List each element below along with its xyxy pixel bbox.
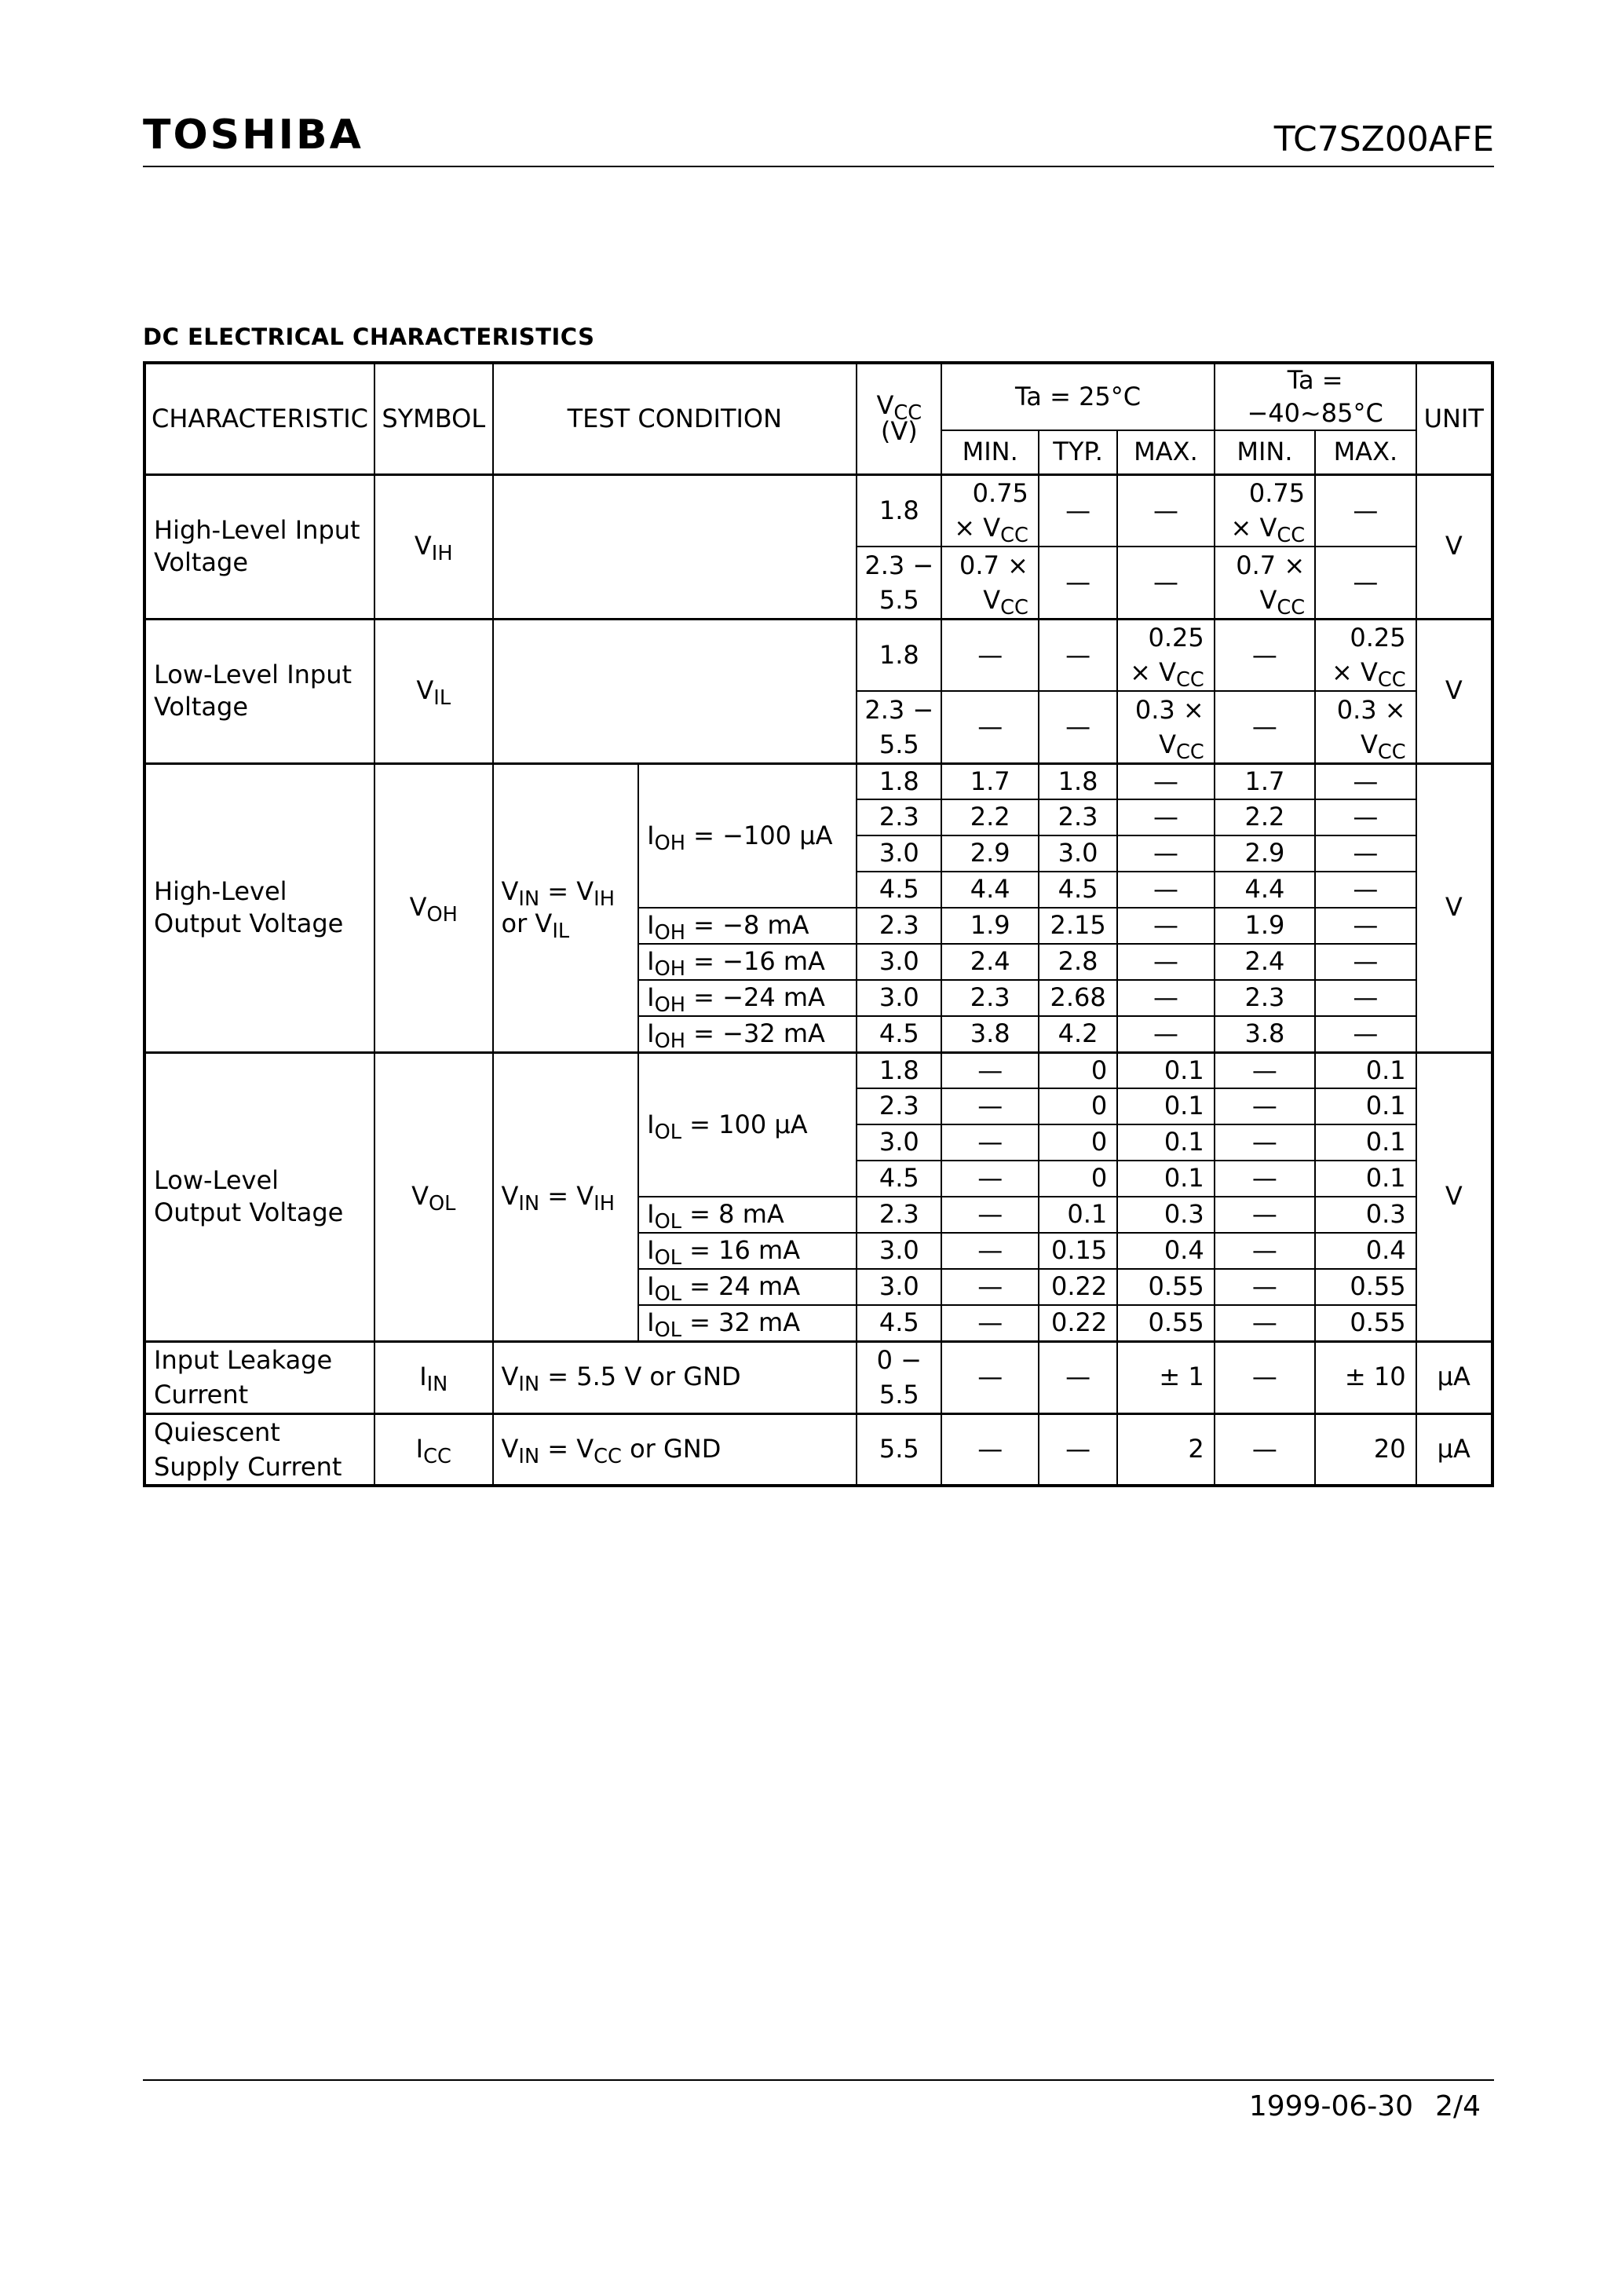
max25-cell: —	[1117, 908, 1214, 944]
maxr-cell: 0.3 × $V_{CC}$	[1315, 691, 1416, 763]
typ25-cell: 4.5	[1039, 872, 1117, 908]
minr-cell: —	[1215, 1124, 1315, 1161]
maxr-cell: 0.3	[1315, 1197, 1416, 1233]
footer-page: 2/4	[1435, 2090, 1481, 2122]
min25-cell: 2.2	[941, 799, 1038, 835]
max25-cell: 0.3 × $V_{CC}$	[1117, 691, 1214, 763]
io-condition: $I_{OH} = -100$ μA	[638, 763, 857, 908]
condition-vih	[493, 474, 857, 619]
characteristic-vih: High-Level Input Voltage	[144, 474, 374, 619]
symbol-voh: $V_{OH}$	[374, 763, 493, 1052]
min25-cell: 2.9	[941, 835, 1038, 872]
vcc-cell: 0 − 5.5	[857, 1341, 941, 1413]
maxr-cell: 20	[1315, 1413, 1416, 1486]
maxr-cell: ± 10	[1315, 1341, 1416, 1413]
typ25-cell: —	[1039, 1341, 1117, 1413]
typ25-cell: 3.0	[1039, 835, 1117, 872]
min25-cell: —	[941, 691, 1038, 763]
vcc-cell: 1.8	[857, 1052, 941, 1088]
characteristic-vol: Low-Level Output Voltage	[144, 1052, 374, 1341]
max25-cell: —	[1117, 1016, 1214, 1052]
min25-cell: 1.9	[941, 908, 1038, 944]
vcc-cell: 2.3	[857, 1197, 941, 1233]
vcc-cell: 4.5	[857, 1305, 941, 1341]
io-condition: $I_{OL} = 8$ mA	[638, 1197, 857, 1233]
header-max-range: MAX.	[1315, 430, 1416, 474]
min25-cell: 0.75 × $V_{CC}$	[941, 474, 1038, 547]
vcc-cell: 2.3	[857, 1088, 941, 1124]
typ25-cell: 0.22	[1039, 1305, 1117, 1341]
minr-cell: 1.7	[1215, 763, 1315, 799]
typ25-cell: 0	[1039, 1052, 1117, 1088]
header-unit: UNIT	[1416, 363, 1492, 474]
typ25-cell: 0	[1039, 1161, 1117, 1197]
header-ta-range: Ta = −40~85°C	[1215, 363, 1416, 430]
maxr-cell: —	[1315, 547, 1416, 619]
min25-cell: 0.7 × $V_{CC}$	[941, 547, 1038, 619]
minr-cell: —	[1215, 1161, 1315, 1197]
minr-cell: —	[1215, 1052, 1315, 1088]
min25-cell: —	[941, 1233, 1038, 1269]
max25-cell: ± 1	[1117, 1341, 1214, 1413]
typ25-cell: —	[1039, 474, 1117, 547]
maxr-cell: 0.1	[1315, 1052, 1416, 1088]
minr-cell: 2.9	[1215, 835, 1315, 872]
vcc-cell: 2.3	[857, 908, 941, 944]
minr-cell: —	[1215, 1269, 1315, 1305]
io-condition: $I_{OL} = 32$ mA	[638, 1305, 857, 1341]
vcc-cell: 3.0	[857, 1233, 941, 1269]
characteristic-vil: Low-Level Input Voltage	[144, 619, 374, 763]
min25-cell: —	[941, 619, 1038, 691]
footer-date: 1999-06-30	[1248, 2090, 1414, 2122]
max25-cell: —	[1117, 980, 1214, 1016]
header-test-condition: TEST CONDITION	[493, 363, 857, 474]
minr-cell: 2.4	[1215, 944, 1315, 980]
typ25-cell: —	[1039, 547, 1117, 619]
footer	[1227, 2090, 1481, 2122]
min25-cell: —	[941, 1305, 1038, 1341]
vcc-cell: 2.3 − 5.5	[857, 547, 941, 619]
header-min-range: MIN.	[1215, 430, 1315, 474]
io-condition: $I_{OH} = -16$ mA	[638, 944, 857, 980]
characteristic-icc: Quiescent Supply Current	[144, 1413, 374, 1486]
max25-cell: 0.55	[1117, 1305, 1214, 1341]
typ25-cell: —	[1039, 691, 1117, 763]
typ25-cell: 0	[1039, 1124, 1117, 1161]
maxr-cell: —	[1315, 763, 1416, 799]
max25-cell: 0.3	[1117, 1197, 1214, 1233]
maxr-cell: —	[1315, 980, 1416, 1016]
max25-cell: 2	[1117, 1413, 1214, 1486]
max25-cell: —	[1117, 547, 1214, 619]
symbol-vih: $V_{IH}$	[374, 474, 493, 619]
min25-cell: —	[941, 1088, 1038, 1124]
footer-divider	[143, 2079, 1494, 2081]
minr-cell: —	[1215, 691, 1315, 763]
section-title: DC ELECTRICAL CHARACTERISTICS	[143, 324, 595, 350]
io-condition: $I_{OL} = 100$ μA	[638, 1052, 857, 1197]
vcc-cell: 1.8	[857, 619, 941, 691]
maxr-cell: —	[1315, 908, 1416, 944]
max25-cell: 0.1	[1117, 1124, 1214, 1161]
header-symbol: SYMBOL	[374, 363, 493, 474]
minr-cell: —	[1215, 619, 1315, 691]
vcc-cell: 3.0	[857, 1124, 941, 1161]
vcc-cell: 2.3	[857, 799, 941, 835]
io-condition: $I_{OL} = 16$ mA	[638, 1233, 857, 1269]
table-row	[144, 1341, 1492, 1413]
header-max-25: MAX.	[1117, 430, 1214, 474]
minr-cell: —	[1215, 1197, 1315, 1233]
maxr-cell: 0.55	[1315, 1269, 1416, 1305]
header-vcc: $V_{CC}$ (V)	[857, 363, 941, 474]
vcc-cell: 3.0	[857, 835, 941, 872]
condition-voh: $V_{IN} = V_{IH}$ or $V_{IL}$	[493, 763, 639, 1052]
vcc-cell: 2.3 − 5.5	[857, 691, 941, 763]
min25-cell: —	[941, 1341, 1038, 1413]
typ25-cell: 2.3	[1039, 799, 1117, 835]
maxr-cell: —	[1315, 872, 1416, 908]
part-number: TC7SZ00AFE	[1273, 119, 1494, 159]
minr-cell: —	[1215, 1088, 1315, 1124]
symbol-vil: $V_{IL}$	[374, 619, 493, 763]
typ25-cell: 4.2	[1039, 1016, 1117, 1052]
brand-logo: TOSHIBA	[143, 112, 363, 159]
condition-iin: $V_{IN} = 5.5$ V or GND	[493, 1341, 857, 1413]
min25-cell: —	[941, 1161, 1038, 1197]
table-row	[144, 763, 1492, 799]
header-min-25: MIN.	[941, 430, 1038, 474]
header-characteristic: CHARACTERISTIC	[144, 363, 374, 474]
characteristic-iin: Input Leakage Current	[144, 1341, 374, 1413]
max25-cell: 0.1	[1117, 1161, 1214, 1197]
min25-cell: 2.3	[941, 980, 1038, 1016]
max25-cell: —	[1117, 944, 1214, 980]
minr-cell: 2.3	[1215, 980, 1315, 1016]
unit-vil: V	[1416, 619, 1492, 763]
table-row	[144, 1052, 1492, 1088]
dc-characteristics-table	[143, 361, 1494, 1487]
vcc-cell: 3.0	[857, 980, 941, 1016]
vcc-cell: 4.5	[857, 1161, 941, 1197]
maxr-cell: 0.25 × $V_{CC}$	[1315, 619, 1416, 691]
vcc-cell: 1.8	[857, 763, 941, 799]
typ25-cell: 0.1	[1039, 1197, 1117, 1233]
condition-icc: $V_{IN} = V_{CC}$ or GND	[493, 1413, 857, 1486]
table-row	[144, 619, 1492, 691]
vcc-cell: 1.8	[857, 474, 941, 547]
maxr-cell: —	[1315, 944, 1416, 980]
max25-cell: 0.1	[1117, 1088, 1214, 1124]
maxr-cell: 0.1	[1315, 1088, 1416, 1124]
max25-cell: 0.1	[1117, 1052, 1214, 1088]
min25-cell: 2.4	[941, 944, 1038, 980]
min25-cell: —	[941, 1413, 1038, 1486]
minr-cell: —	[1215, 1233, 1315, 1269]
minr-cell: 2.2	[1215, 799, 1315, 835]
vcc-cell: 3.0	[857, 1269, 941, 1305]
typ25-cell: 2.15	[1039, 908, 1117, 944]
maxr-cell: 0.55	[1315, 1305, 1416, 1341]
typ25-cell: —	[1039, 1413, 1117, 1486]
min25-cell: —	[941, 1197, 1038, 1233]
minr-cell: 1.9	[1215, 908, 1315, 944]
vcc-cell: 4.5	[857, 872, 941, 908]
unit-icc: μA	[1416, 1413, 1492, 1486]
minr-cell: 4.4	[1215, 872, 1315, 908]
minr-cell: 3.8	[1215, 1016, 1315, 1052]
condition-vil	[493, 619, 857, 763]
io-condition: $I_{OH} = -8$ mA	[638, 908, 857, 944]
vcc-cell: 4.5	[857, 1016, 941, 1052]
typ25-cell: 0	[1039, 1088, 1117, 1124]
typ25-cell: 0.22	[1039, 1269, 1117, 1305]
maxr-cell: 0.1	[1315, 1161, 1416, 1197]
min25-cell: —	[941, 1269, 1038, 1305]
symbol-vol: $V_{OL}$	[374, 1052, 493, 1341]
unit-vih: V	[1416, 474, 1492, 619]
maxr-cell: —	[1315, 835, 1416, 872]
io-condition: $I_{OL} = 24$ mA	[638, 1269, 857, 1305]
maxr-cell: —	[1315, 1016, 1416, 1052]
typ25-cell: 2.8	[1039, 944, 1117, 980]
unit-vol: V	[1416, 1052, 1492, 1341]
unit-voh: V	[1416, 763, 1492, 1052]
minr-cell: —	[1215, 1341, 1315, 1413]
max25-cell: —	[1117, 474, 1214, 547]
table-row	[144, 1413, 1492, 1486]
max25-cell: 0.4	[1117, 1233, 1214, 1269]
vcc-cell: 3.0	[857, 944, 941, 980]
maxr-cell: —	[1315, 474, 1416, 547]
minr-cell: 0.7 × $V_{CC}$	[1215, 547, 1315, 619]
vcc-cell: 5.5	[857, 1413, 941, 1486]
typ25-cell: 2.68	[1039, 980, 1117, 1016]
maxr-cell: 0.1	[1315, 1124, 1416, 1161]
max25-cell: —	[1117, 835, 1214, 872]
symbol-iin: $I_{IN}$	[374, 1341, 493, 1413]
header-ta-25: Ta = 25°C	[941, 363, 1214, 430]
io-condition: $I_{OH} = -24$ mA	[638, 980, 857, 1016]
header-divider	[143, 166, 1494, 167]
max25-cell: —	[1117, 872, 1214, 908]
typ25-cell: —	[1039, 619, 1117, 691]
max25-cell: 0.25 × $V_{CC}$	[1117, 619, 1214, 691]
min25-cell: —	[941, 1124, 1038, 1161]
io-condition: $I_{OH} = -32$ mA	[638, 1016, 857, 1052]
typ25-cell: 1.8	[1039, 763, 1117, 799]
header-typ-25: TYP.	[1039, 430, 1117, 474]
characteristic-voh: High-Level Output Voltage	[144, 763, 374, 1052]
minr-cell: —	[1215, 1413, 1315, 1486]
max25-cell: —	[1117, 799, 1214, 835]
min25-cell: 4.4	[941, 872, 1038, 908]
min25-cell: —	[941, 1052, 1038, 1088]
symbol-icc: $I_{CC}$	[374, 1413, 493, 1486]
minr-cell: 0.75 × $V_{CC}$	[1215, 474, 1315, 547]
table-row	[144, 474, 1492, 547]
condition-vol: $V_{IN} = V_{IH}$	[493, 1052, 639, 1341]
max25-cell: —	[1117, 763, 1214, 799]
typ25-cell: 0.15	[1039, 1233, 1117, 1269]
min25-cell: 3.8	[941, 1016, 1038, 1052]
max25-cell: 0.55	[1117, 1269, 1214, 1305]
minr-cell: —	[1215, 1305, 1315, 1341]
min25-cell: 1.7	[941, 763, 1038, 799]
maxr-cell: —	[1315, 799, 1416, 835]
maxr-cell: 0.4	[1315, 1233, 1416, 1269]
unit-iin: μA	[1416, 1341, 1492, 1413]
